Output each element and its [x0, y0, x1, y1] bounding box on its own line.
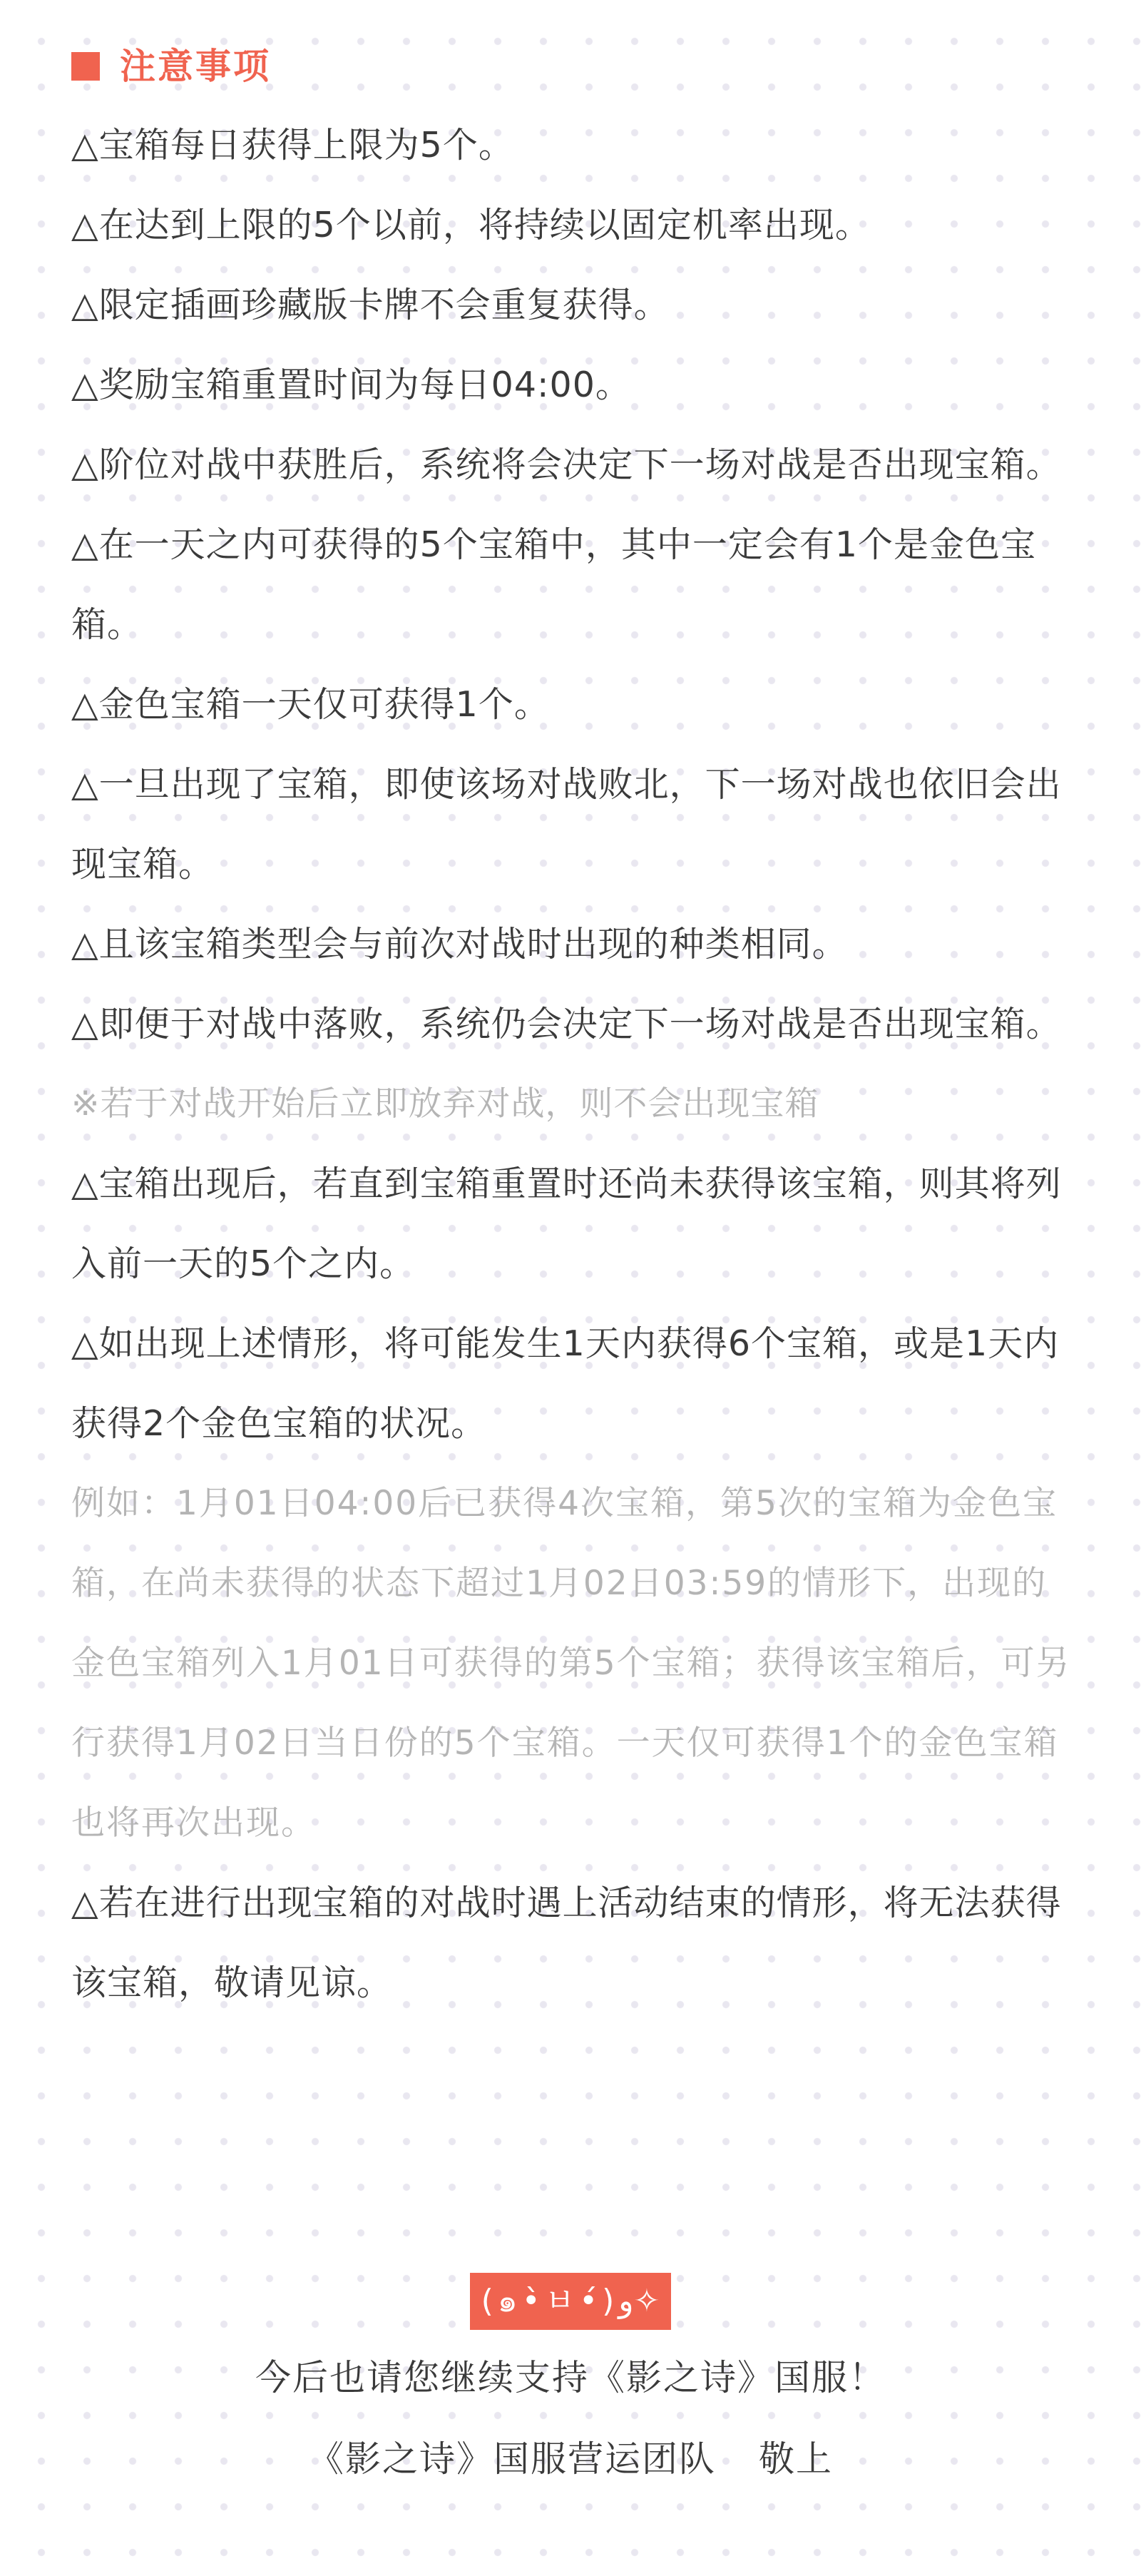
note-item: △一旦出现了宝箱，即使该场对战败北，下一场对战也依旧会出现宝箱。 [71, 764, 1062, 885]
note-remark: ※若于对战开始后立即放弃对战，则不会出现宝箱 [71, 1084, 819, 1124]
note-item: △若在进行出现宝箱的对战时遇上活动结束的情形，将无法获得该宝箱，敬请见谅。 [71, 1883, 1062, 2003]
header-square-icon [71, 52, 100, 81]
note-item: △且该宝箱类型会与前次对战时出现的种类相同。 [71, 924, 848, 964]
signature-team: 《影之诗》国服营运团队 [308, 2438, 716, 2480]
note-item: △金色宝箱一天仅可获得1个。 [71, 684, 550, 725]
note-item: △在达到上限的5个以前，将持续以固定机率出现。 [71, 205, 871, 245]
section-header [71, 41, 271, 91]
note-item: △即便于对战中落败，系统仍会决定下一场对战是否出现宝箱。 [71, 1004, 1062, 1044]
footer [0, 2273, 1141, 2500]
signature-closing: 敬上 [759, 2438, 833, 2480]
kaomoji-badge: (๑•̀ㅂ•́)و✧ [470, 2273, 672, 2330]
note-item: △限定插画珍藏版卡牌不会重复获得。 [71, 285, 670, 325]
note-item: △在一天之内可获得的5个宝箱中，其中一定会有1个是金色宝箱。 [71, 524, 1037, 645]
closing-message: 今后也请您继续支持《影之诗》国服！ [255, 2357, 886, 2398]
note-item: △宝箱出现后，若直到宝箱重置时还尚未获得该宝箱，则其将列入前一天的5个之内。 [71, 1164, 1062, 1284]
signature-line [0, 2418, 1141, 2500]
notes-list [71, 106, 1077, 2023]
note-item: △奖励宝箱重置时间为每日04:00。 [71, 365, 631, 405]
note-example: 例如：1月01日04:00后已获得4次宝箱，第5次的宝箱为金色宝箱，在尚未获得的状态下超过1月02日03:59的情形下，出现的金色宝箱列入1月01日可获得的第5个宝箱；获得该宝箱后，可另行获得1月02日当日份的5个宝箱。一天仅可获得1个的金色宝箱也将再次出现。 [71, 1484, 1071, 1843]
section-title: 注意事项 [120, 46, 271, 87]
note-item: △宝箱每日获得上限为5个。 [71, 125, 514, 166]
note-item: △阶位对战中获胜后，系统将会决定下一场对战是否出现宝箱。 [71, 444, 1062, 485]
note-item: △如出现上述情形，将可能发生1天内获得6个宝箱，或是1天内获得2个金色宝箱的状况。 [71, 1323, 1060, 1444]
